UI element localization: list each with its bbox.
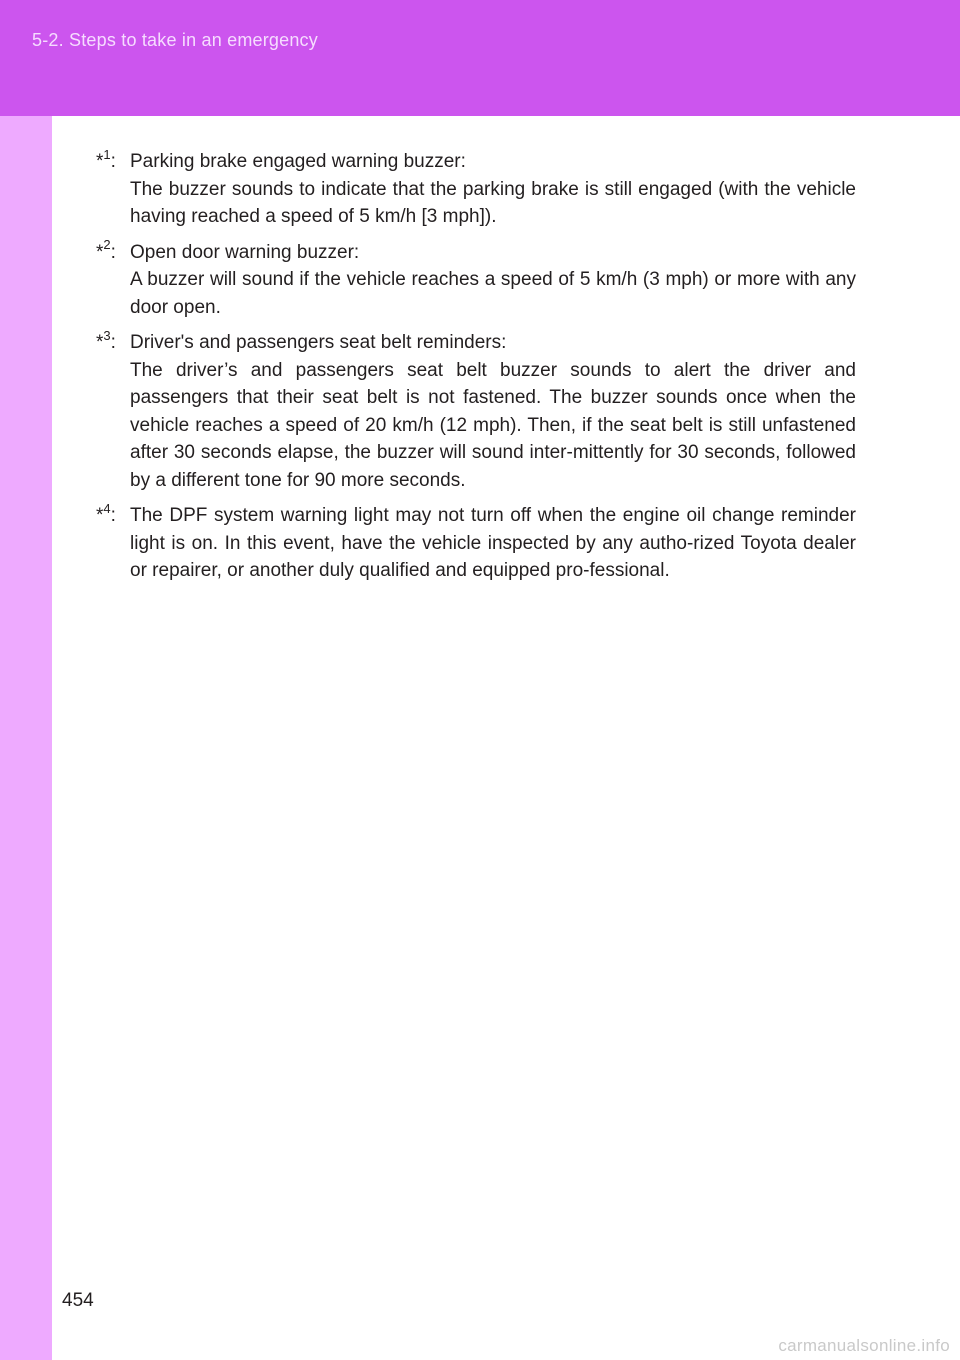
- footnote-title: Driver's and passengers seat belt reminders:: [130, 332, 507, 353]
- footnote-list: [96, 148, 856, 593]
- section-title: 5-2. Steps to take in an emergency: [32, 30, 318, 50]
- page-number: 454: [62, 1290, 94, 1311]
- footnote-item: [96, 239, 856, 322]
- footnote-item: [96, 502, 856, 585]
- watermark: carmanualsonline.info: [778, 1336, 950, 1355]
- footnote-number: 3: [103, 327, 111, 343]
- footnote-number: 1: [103, 146, 111, 162]
- footnote-body: [130, 148, 856, 231]
- footnote-text: The buzzer sounds to indicate that the parking brake is still engaged (with the vehicle having reached a speed of 5 km/h [3 mph]).: [130, 178, 856, 227]
- footnote-text: The DPF system warning light may not turn off when the engine oil change reminder light is on. In this event, have the vehicle inspected by any autho-rized Toyota dealer or repairer, or another duly qualified and equipped pro-fessional.: [130, 505, 856, 581]
- footnote-item: [96, 148, 856, 231]
- footnote-number: 4: [103, 500, 111, 516]
- footnote-body: [130, 239, 856, 322]
- footnote-body: [130, 502, 856, 585]
- footnote-title: Open door warning buzzer:: [130, 241, 360, 263]
- side-band: [0, 116, 52, 1360]
- footnote-body: [130, 329, 856, 494]
- footnote-item: [96, 329, 856, 494]
- footnote-marker: *$^2$:: [96, 237, 116, 263]
- footnote-text: A buzzer will sound if the vehicle reaches a speed of 5 km/h (3 mph) or more with any door open.: [130, 269, 856, 318]
- footnote-number: 2: [103, 237, 111, 253]
- footnote-title: Parking brake engaged warning buzzer:: [130, 151, 466, 172]
- footnote-marker: *$^4$:: [96, 500, 116, 526]
- footnote-marker: *$^1$:: [96, 146, 116, 172]
- footnote-marker: *$^3$:: [96, 327, 116, 353]
- header-band: [0, 0, 960, 116]
- footnote-text: The driver’s and passengers seat belt buzzer sounds to alert the driver and passengers that their seat belt is not fastened. The buzzer sounds once when the vehicle reaches a speed of 20 km/h (12 mph). Then, if the seat belt is still unfastened after 30 seconds elapse, the buzzer will sound inter-mittently for 30 seconds, followed by a different tone for 90 more seconds.: [130, 359, 856, 491]
